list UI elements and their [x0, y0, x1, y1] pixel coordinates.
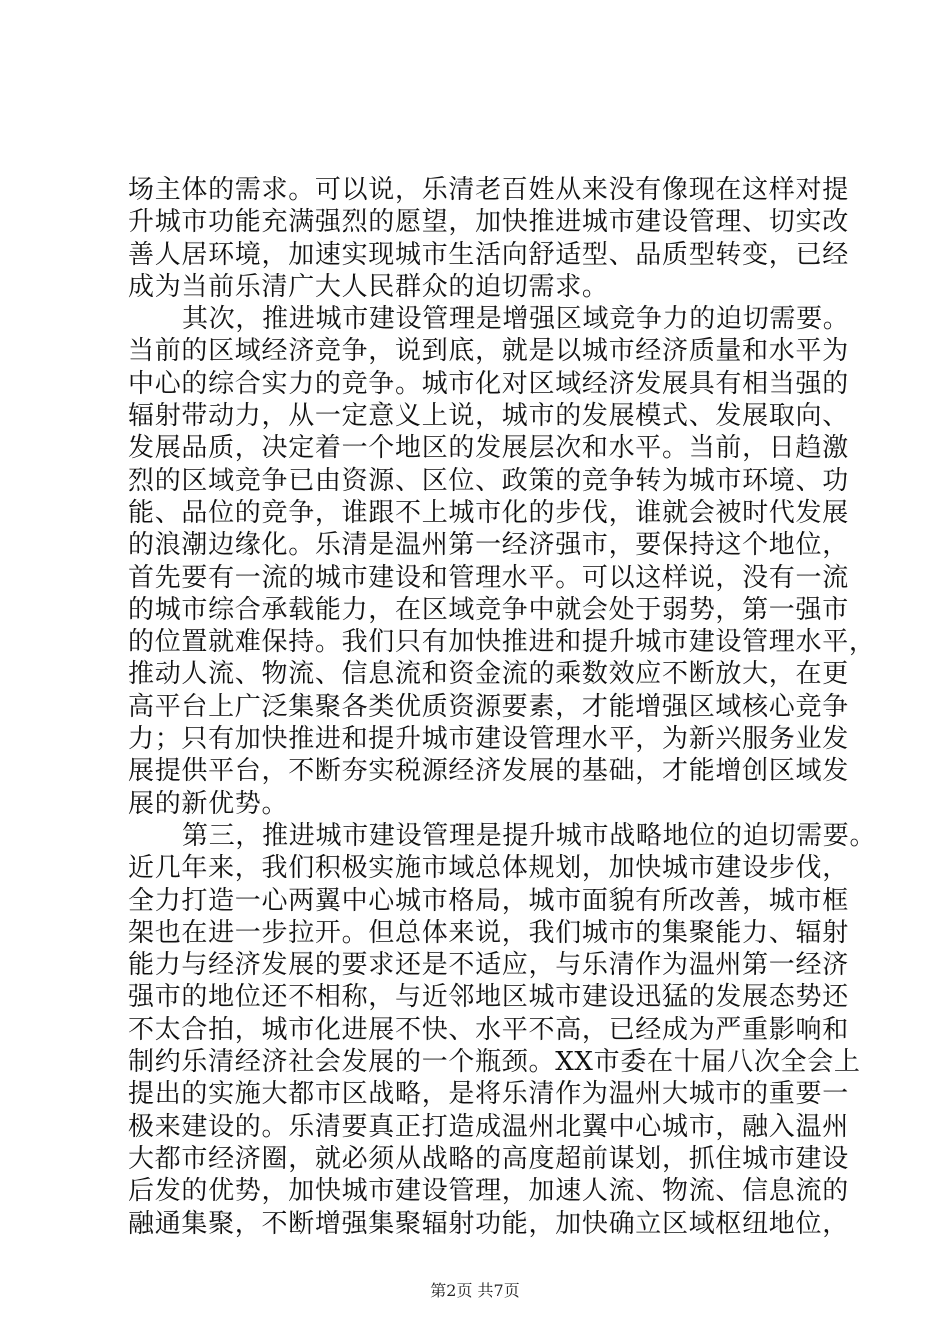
text-line: 展的新优势。	[128, 788, 289, 819]
text-line: 首先要有一流的城市建设和管理水平。可以这样说，没有一流	[128, 562, 849, 593]
text-line: 强市的地位还不相称，与近邻地区城市建设迅猛的发展态势还	[128, 982, 849, 1013]
text-line: 的城市综合承载能力，在区域竞争中就会处于弱势，第一强市	[128, 594, 849, 625]
paragraph	[128, 303, 876, 820]
text-line: 当前的区域经济竞争，说到底，就是以城市经济质量和水平为	[128, 336, 849, 367]
text-line: 全力打造一心两翼中心城市格局，城市面貌有所改善，城市框	[128, 885, 849, 916]
text-line: 力；只有加快推进和提升城市建设管理水平，为新兴服务业发	[128, 724, 849, 755]
text-line: 发展品质，决定着一个地区的发展层次和水平。当前，日趋激	[128, 433, 849, 464]
text-line: 其次，推进城市建设管理是增强区域竞争力的迫切需要。	[182, 304, 850, 335]
text-line: 极来建设的。乐清要真正打造成温州北翼中心城市，融入温州	[128, 1111, 849, 1142]
text-line: 后发的优势，加快城市建设管理，加速人流、物流、信息流的	[128, 1176, 849, 1207]
text-line: 能、品位的竞争，谁跟不上城市化的步伐，谁就会被时代发展	[128, 497, 849, 528]
text-line: 展提供平台，不断夯实税源经济发展的基础，才能增创区域发	[128, 756, 849, 787]
paragraph	[128, 820, 877, 1240]
page-footer	[0, 1281, 950, 1301]
text-line: 的浪潮边缘化。乐清是温州第一经济强市，要保持这个地位，	[128, 530, 849, 561]
text-line: 能力与经济发展的要求还是不适应，与乐清作为温州第一经济	[128, 950, 849, 981]
text-line: 场主体的需求。可以说，乐清老百姓从来没有像现在这样对提	[128, 175, 849, 205]
text-line: 第三，推进城市建设管理是提升城市战略地位的迫切需要。	[182, 820, 877, 851]
text-line: 善人居环境，加速实现城市生活向舒适型、品质型转变，已经	[128, 239, 849, 270]
text-line: 成为当前乐清广大人民群众的迫切需求。	[128, 271, 609, 302]
text-line: 大都市经济圈，就必须从战略的高度超前谋划，抓住城市建设	[128, 1143, 849, 1174]
text-line: 架也在进一步拉开。但总体来说，我们城市的集聚能力、辐射	[128, 917, 849, 948]
text-line: 融通集聚，不断增强集聚辐射功能，加快确立区域枢纽地位，	[128, 1208, 849, 1239]
text-line: 提出的实施大都市区战略，是将乐清作为温州大城市的重要一	[128, 1079, 849, 1110]
text-line: 升城市功能充满强烈的愿望，加快推进城市建设管理、切实改	[128, 207, 849, 238]
text-line: 不太合拍，城市化进展不快、水平不高，已经成为严重影响和	[128, 1014, 849, 1045]
text-line: 的位置就难保持。我们只有加快推进和提升城市建设管理水平，	[128, 627, 876, 658]
text-line: 辐射带动力，从一定意义上说，城市的发展模式、发展取向、	[128, 401, 849, 432]
text-line: 烈的区域竞争已由资源、区位、政策的竞争转为城市环境、功	[128, 465, 849, 496]
text-line: 近几年来，我们积极实施市域总体规划，加快城市建设步伐，	[128, 853, 849, 884]
paragraph	[128, 174, 849, 303]
text-line: 中心的综合实力的竞争。城市化对区域经济发展具有相当强的	[128, 368, 849, 399]
text-line: 推动人流、物流、信息流和资金流的乘数效应不断放大，在更	[128, 659, 849, 690]
text-line: 高平台上广泛集聚各类优质资源要素，才能增强区域核心竞争	[128, 691, 849, 722]
page-number-label: 第2页 共7页	[430, 1281, 520, 1300]
document-body	[128, 174, 877, 1240]
text-line: 制约乐清经济社会发展的一个瓶颈。XX市委在十届八次全会上	[128, 1047, 861, 1078]
